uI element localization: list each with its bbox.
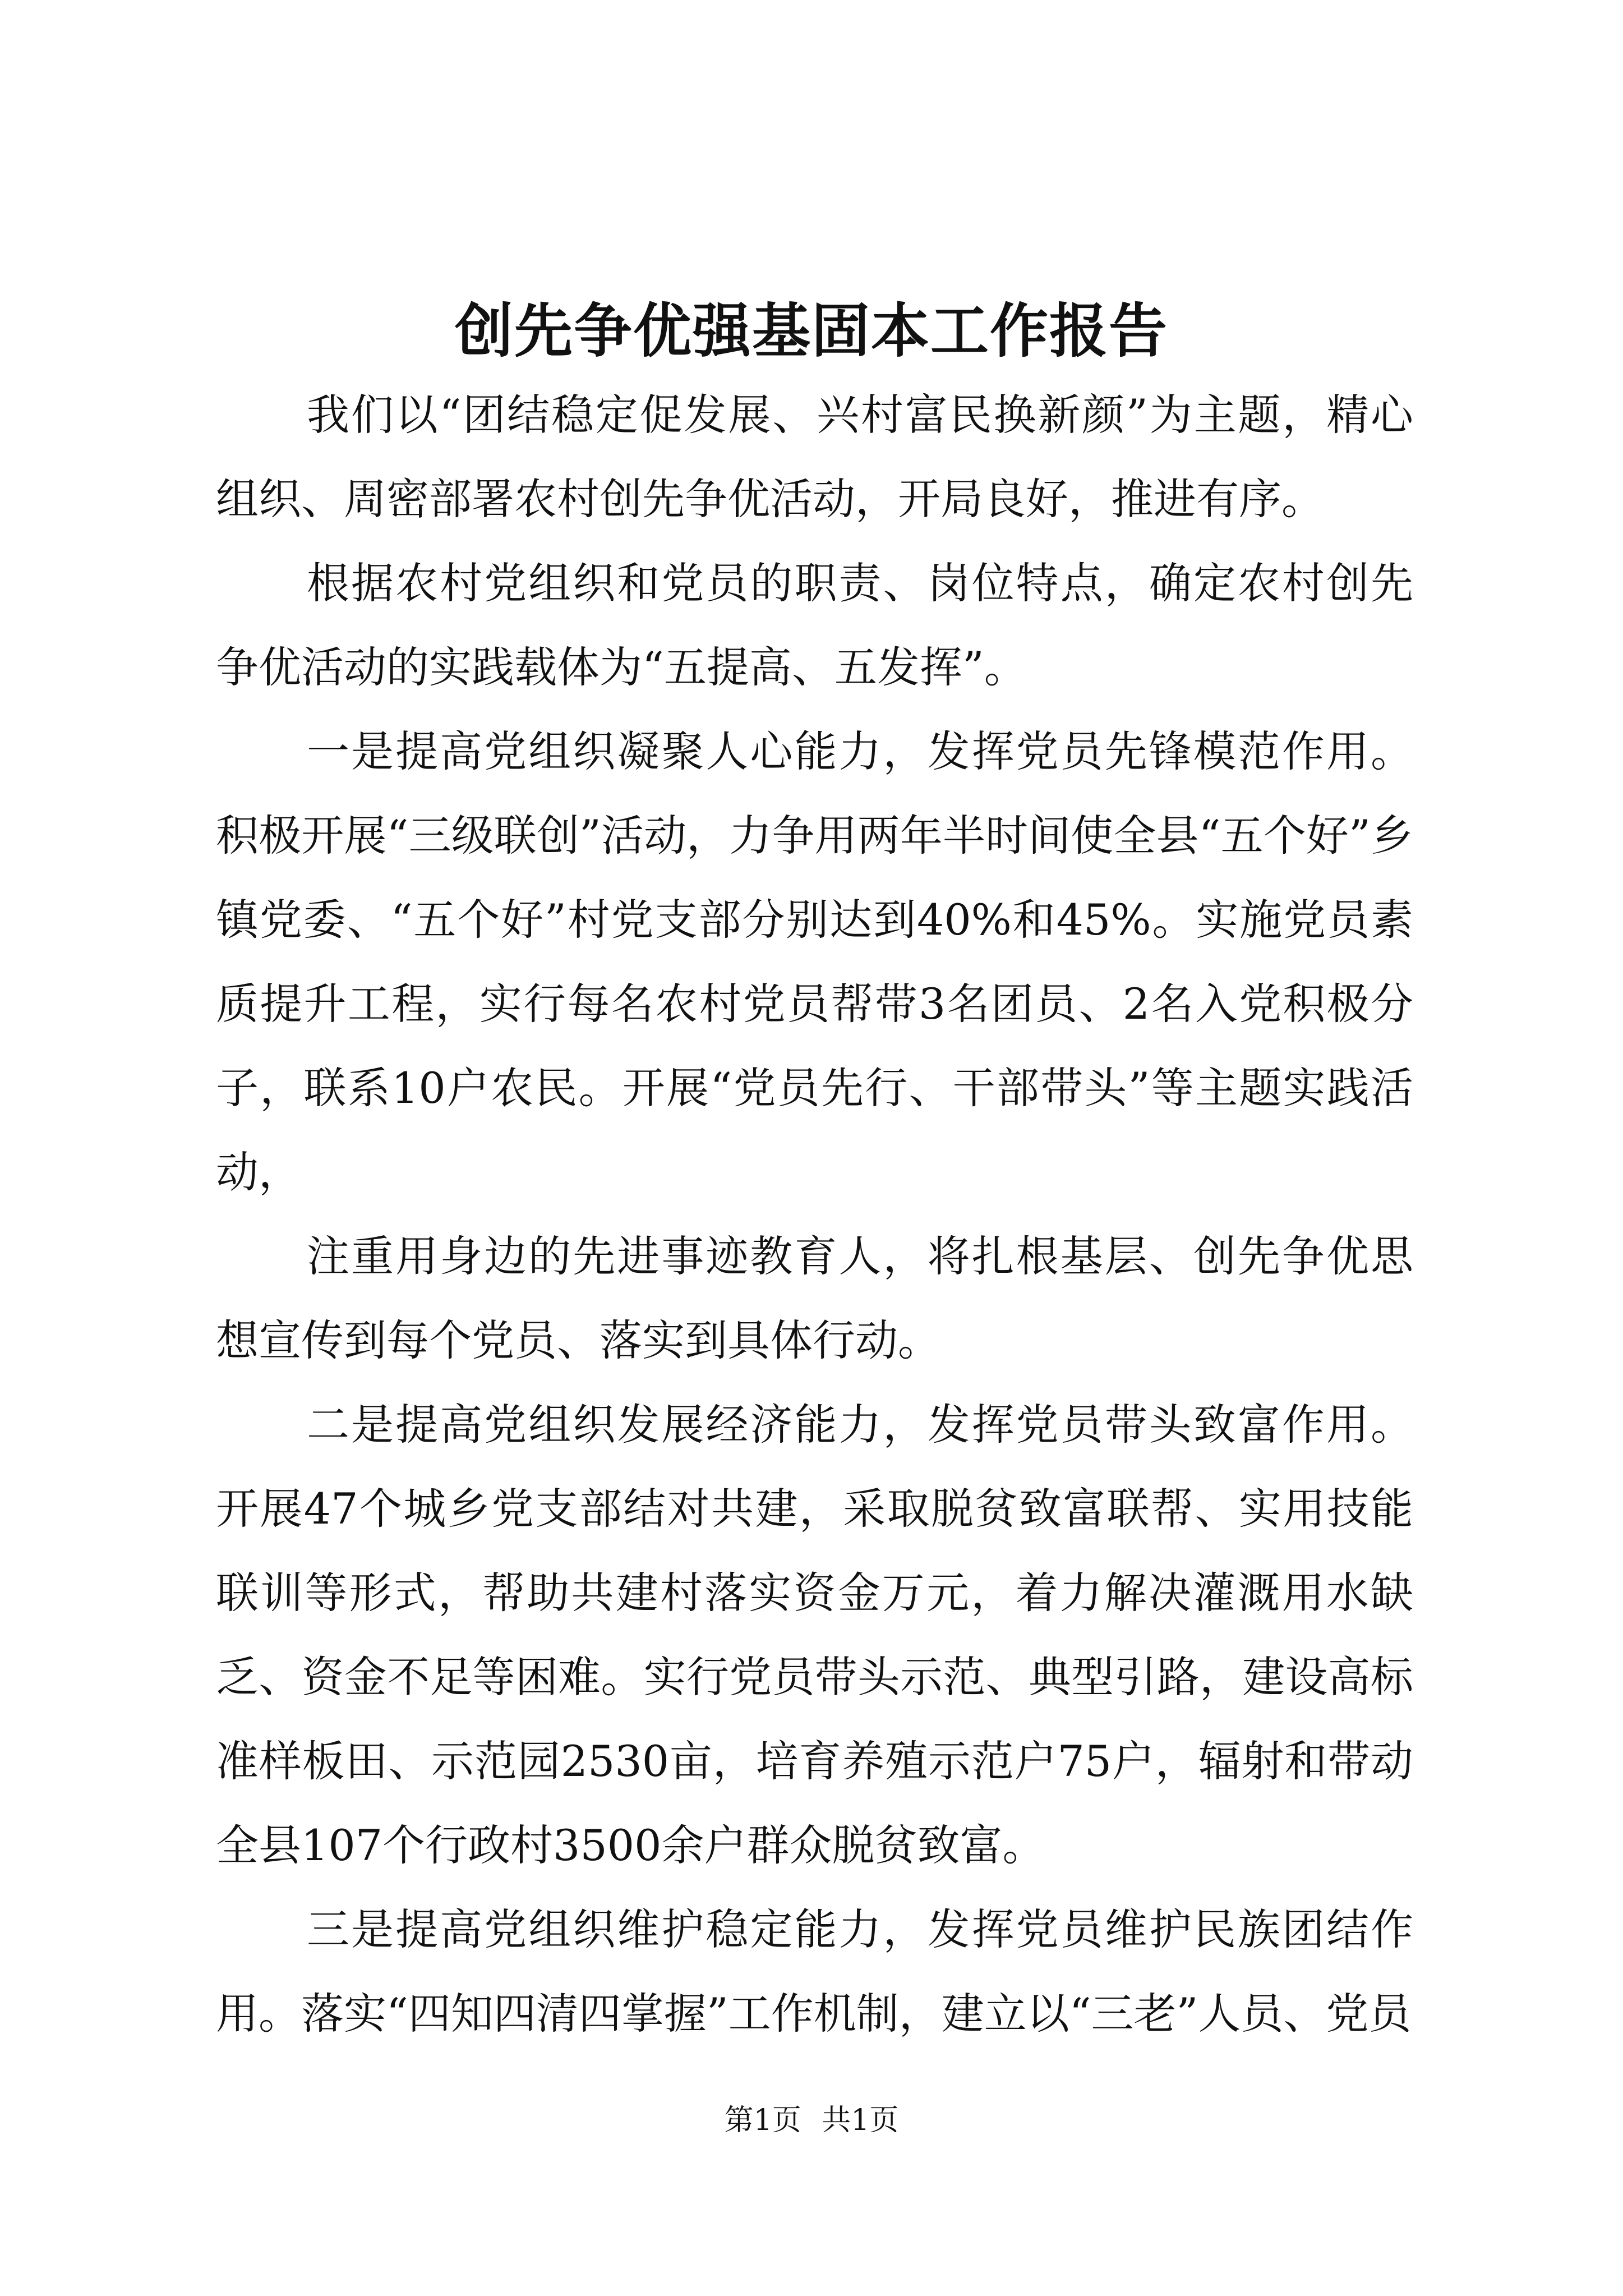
document-title: 创先争优强基固本工作报告	[454, 296, 1168, 365]
paragraph-3: 一是提高党组织凝聚人心能力，发挥党员先锋模范作用。积极开展“三级联创”活动，力争用两年半时间使全县“五个好”乡镇党委、“五个好”村党支部分别达到40%和45%。实施党员素质提升工程，实行每名农村党员帮带3名团员、2名入党积极分子，联系10户农民。开展“党员先行、干部带头”等主题实践活动，	[216, 726, 1413, 1197]
document-body	[216, 373, 1413, 2056]
paragraph-4: 注重用身边的先进事迹教育人，将扎根基层、创先争优思想宣传到每个党员、落实到具体行动。	[216, 1231, 1413, 1365]
paragraph-1: 我们以“团结稳定促发展、兴村富民换新颜”为主题，精心组织、周密部署农村创先争优活动，开局良好，推进有序。	[216, 390, 1413, 524]
paragraph-5: 二是提高党组织发展经济能力，发挥党员带头致富作用。开展47个城乡党支部结对共建，采取脱贫致富联帮、实用技能联训等形式，帮助共建村落实资金万元，着力解决灌溉用水缺乏、资金不足等困难。实行党员带头示范、典型引路，建设高标准样板田、示范园2530亩，培育养殖示范户75户，辐射和带动全县107个行政村3500余户群众脱贫致富。	[216, 1400, 1413, 1870]
paragraph-6: 三是提高党组织维护稳定能力，发挥党员维护民族团结作用。落实“四知四清四掌握”工作机制，建立以“三老”人员、党员	[216, 1904, 1413, 2039]
paragraph-2: 根据农村党组织和党员的职责、岗位特点，确定农村创先争优活动的实践载体为“五提高、五发挥”。	[216, 558, 1413, 692]
page-total: 共1页	[822, 2104, 899, 2137]
page-footer	[0, 2101, 1623, 2140]
page-number: 第1页	[724, 2104, 801, 2137]
